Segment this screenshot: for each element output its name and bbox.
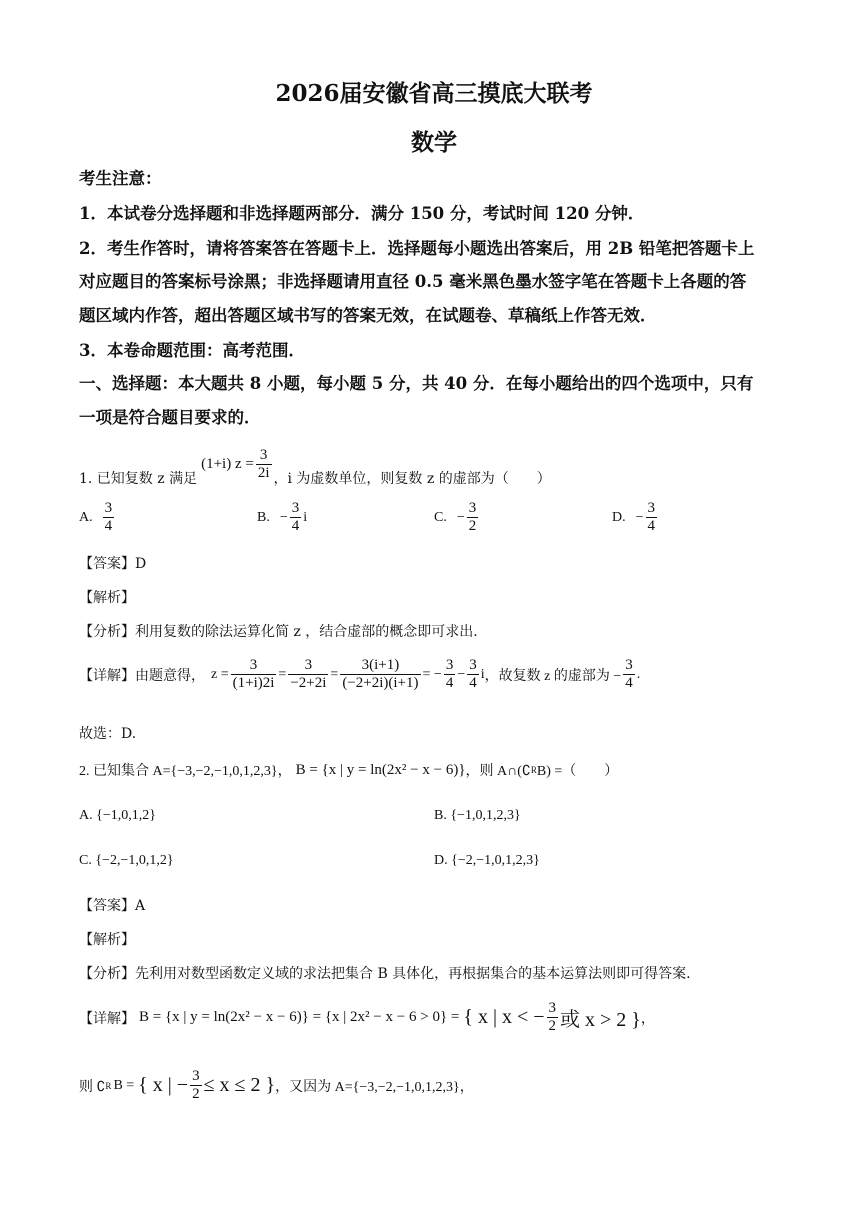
- q1-detail-tail: ，故复数 z 的虚部为 −: [484, 668, 622, 684]
- q1-detail-eq-2: =: [330, 666, 339, 682]
- q2-detail-2-tail: ，又因为 A={−3,−2,−1,0,1,2,3}，: [275, 1079, 474, 1095]
- q2-detail-1: B = {x | y = ln(2x² − x − 6)} = {x | 2x² − x − 6 > 0} =: [139, 1009, 460, 1025]
- q1-option-b-fraction: [290, 500, 302, 535]
- question-1-stem: [79, 440, 551, 488]
- q1-option-a: [79, 500, 116, 535]
- q2-stem-c: ，则 A∩(∁: [465, 764, 531, 779]
- q2-detail-heading: 【详解】: [79, 1011, 135, 1027]
- q1-option-b-den: 4: [291, 518, 300, 534]
- q1-option-c-sign: −: [456, 509, 465, 525]
- q2-detail-2-head: 则 ∁: [79, 1079, 106, 1095]
- q1-detail-frac-6-num: 3: [625, 657, 633, 673]
- q1-answer: 【答案】D: [79, 556, 147, 572]
- q2-detail-1-num: 3: [548, 1000, 557, 1016]
- q1-option-d-den: 4: [647, 518, 656, 534]
- q1-detail-frac-4-num: 3: [445, 657, 454, 673]
- q2-detail-2-sub: R: [105, 1080, 112, 1091]
- q1-suffix: ，i 为虚数单位，则复数 z 的虚部为（ ）: [273, 471, 551, 487]
- q1-detail-frac-1-num: 3: [231, 657, 277, 675]
- q2-detail-line-2: [79, 1068, 474, 1103]
- q1-detail-frac-1: [231, 657, 277, 692]
- q2-stem-a: 2. 已知集合 A={−3,−2,−1,0,1,2,3}，: [79, 764, 292, 779]
- q1-detail-eq-3: = −: [422, 666, 442, 682]
- q2-detail-2-num: 3: [192, 1068, 200, 1084]
- q2-option-a: A. {−1,0,1,2}: [79, 808, 156, 823]
- q1-detail-frac-2-den: −2+2i: [290, 675, 327, 691]
- q1-option-b-sign: −: [279, 509, 288, 525]
- q1-detail-frac-3: [340, 657, 420, 692]
- q1-option-d-sign: −: [635, 509, 644, 525]
- q1-choose: 故选：D.: [79, 726, 137, 742]
- q1-condition-num: 3: [256, 447, 272, 465]
- q1-analysis-heading: 【解析】: [79, 590, 135, 606]
- q1-detail-heading: 【详解】由题意得，: [79, 668, 205, 684]
- notice-item-2-line-2: 对应题目的答案标号涂黑；非选择题请用直径 0.5 毫米黑色墨水签字笔在答题卡上各题的答: [79, 272, 747, 291]
- q2-detail-1-set-open: { x | x < −: [463, 1006, 545, 1028]
- q2-fenxi: 【分析】先利用对数型函数定义域的求法把集合 B 具体化，再根据集合的基本运算法则即可得答案.: [79, 966, 691, 982]
- q1-detail-frac-4: [444, 657, 456, 692]
- q1-option-a-fraction: [103, 500, 115, 535]
- q1-fenxi: 【分析】利用复数的除法运算化简 z ，结合虚部的概念即可求出.: [79, 624, 478, 640]
- q2-detail-line-1: [79, 1000, 655, 1035]
- q1-detail-i: i: [480, 666, 485, 682]
- q1-detail-frac-5-num: 3: [469, 657, 477, 673]
- q2-detail-1-fraction: [547, 1000, 559, 1035]
- q1-detail: [79, 657, 640, 692]
- q1-detail-frac-3-num: 3(i+1): [340, 657, 420, 675]
- q2-detail-2-den: 2: [192, 1086, 200, 1102]
- notice-item-3: 3．本卷命题范围：高考范围．: [79, 341, 305, 360]
- q2-detail-2-b: B =: [113, 1077, 135, 1093]
- section-1-line-1: 一、选择题：本大题共 8 小题，每小题 5 分，共 40 分．在每小题给出的四个选项中，只有: [79, 374, 754, 393]
- q1-condition-den: 2i: [257, 464, 270, 481]
- q1-detail-frac-1-den: (1+i)2i: [232, 675, 275, 691]
- q1-option-d: [612, 500, 659, 535]
- q1-option-d-num: 3: [647, 500, 656, 516]
- q1-option-b: [257, 500, 307, 535]
- q2-detail-2-set-close: ≤ x ≤ 2 }: [203, 1074, 276, 1096]
- q1-detail-frac-4-den: 4: [445, 675, 454, 691]
- subject-title: 数学: [411, 129, 457, 156]
- q1-option-a-den: 4: [104, 518, 113, 534]
- q1-option-d-label: D.: [612, 509, 626, 525]
- q1-option-c: [434, 500, 480, 535]
- question-2-stem: [79, 760, 618, 780]
- q2-detail-1-end: ，: [640, 1011, 655, 1027]
- notice-item-2-line-1: 2．考生作答时，请将答案答在答题卡上．选择题每小题选出答案后，用 2B 铅笔把答题卡上: [79, 239, 755, 258]
- q1-option-b-num: 3: [291, 500, 300, 516]
- q2-stem-b: B = {x | y = ln(2x² − x − 6)}: [295, 761, 466, 778]
- q1-detail-minus: −: [457, 666, 466, 682]
- q1-condition-left: (1+i) z =: [201, 455, 254, 472]
- q1-detail-frac-2: [288, 657, 328, 692]
- q1-detail-frac-6: [623, 657, 635, 692]
- q1-option-c-den: 2: [468, 518, 477, 534]
- q2-detail-1-set-close: 或 x > 2 }: [560, 1009, 641, 1031]
- q1-detail-frac-6-den: 4: [625, 675, 633, 691]
- q2-option-d: D. {−2,−1,0,1,2,3}: [434, 853, 540, 868]
- q1-detail-frac-3-den: (−2+2i)(i+1): [342, 675, 419, 691]
- q1-option-c-num: 3: [468, 500, 477, 516]
- q1-condition-fraction: [256, 447, 272, 482]
- notice-heading: 考生注意：: [79, 169, 162, 188]
- q1-prefix: 1. 已知复数 z 满足: [79, 471, 198, 487]
- q1-option-b-unit: i: [303, 509, 308, 525]
- q1-option-a-label: A.: [79, 509, 93, 525]
- q1-option-b-label: B.: [257, 509, 270, 525]
- q2-detail-1-den: 2: [548, 1018, 557, 1034]
- q1-option-c-fraction: [467, 500, 479, 535]
- q2-stem-sub: R: [530, 765, 537, 775]
- q1-detail-frac-5-den: 4: [469, 675, 477, 691]
- q2-stem-d: B) =（ ）: [536, 764, 619, 779]
- q1-option-d-fraction: [646, 500, 658, 535]
- notice-item-1: 1．本试卷分选择题和非选择题两部分．满分 150 分，考试时间 120 分钟．: [79, 204, 645, 223]
- section-1-line-2: 一项是符合题目要求的．: [79, 408, 261, 427]
- q1-detail-eq-1: =: [278, 666, 287, 682]
- q2-option-b: B. {−1,0,1,2,3}: [434, 808, 521, 823]
- notice-item-2-line-3: 题区域内作答，超出答题区域书写的答案无效，在试题卷、草稿纸上作答无效．: [79, 306, 657, 325]
- q1-detail-frac-5: [467, 657, 479, 692]
- q1-detail-end: .: [636, 666, 641, 682]
- q2-detail-2-set-open: { x | −: [138, 1074, 189, 1096]
- q1-detail-z: z =: [211, 666, 229, 682]
- exam-title: 2026届安徽省高三摸底大联考: [275, 80, 593, 107]
- q2-analysis-heading: 【解析】: [79, 932, 135, 948]
- q1-option-c-label: C.: [434, 509, 447, 525]
- q1-option-a-num: 3: [104, 500, 113, 516]
- q2-detail-2-fraction: [190, 1068, 202, 1103]
- q1-detail-frac-2-num: 3: [288, 657, 328, 675]
- q2-answer: 【答案】A: [79, 898, 146, 914]
- q2-option-c: C. {−2,−1,0,1,2}: [79, 853, 174, 868]
